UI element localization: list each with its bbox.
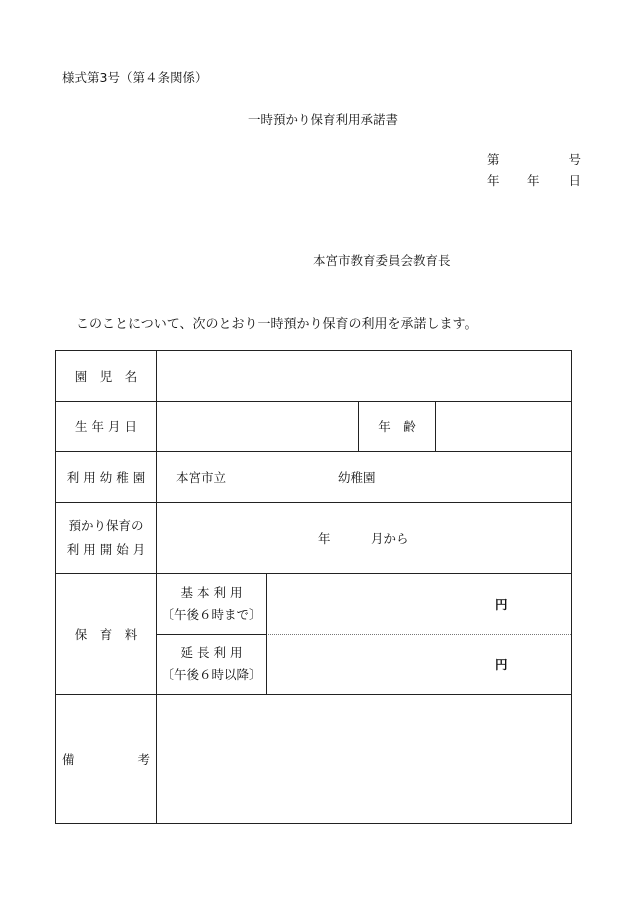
number-prefix: 第 xyxy=(487,152,500,167)
remarks-label xyxy=(56,694,156,823)
kindergarten-suffix: 幼稚園 xyxy=(338,469,376,485)
extended-fee-label-line1: 延 長 利 用 xyxy=(180,645,243,660)
form-number: 様式第3号（第４条関係） xyxy=(62,70,208,85)
child-name-field[interactable] xyxy=(157,351,571,401)
basic-fee-field[interactable] xyxy=(267,573,571,634)
fee-label: 保 育 料 xyxy=(74,626,138,642)
birthdate-field[interactable] xyxy=(157,401,358,451)
date-year: 年 xyxy=(487,173,500,188)
extended-fee-label xyxy=(157,634,266,694)
age-field[interactable] xyxy=(436,401,571,451)
extended-fee-unit: 円 xyxy=(495,657,508,672)
basic-fee-label-line1: 基 本 利 用 xyxy=(180,584,243,600)
start-year-unit: 年 xyxy=(318,530,331,546)
body-text: このことについて、次のとおり一時預かり保育の利用を承諾します。 xyxy=(76,317,478,332)
kindergarten-prefix: 本宮市立 xyxy=(176,469,227,485)
date-day: 日 xyxy=(568,173,581,188)
number-suffix: 号 xyxy=(568,152,581,167)
child-name-label: 園 児 名 xyxy=(74,369,138,384)
birthdate-label: 生 年 月 日 xyxy=(75,419,137,434)
document-title: 一時預かり保育利用承諾書 xyxy=(247,112,398,127)
age-label: 年 齢 xyxy=(378,419,416,434)
remarks-label-left: 備 xyxy=(62,751,75,767)
extended-fee-label-line2: 〔午後６時以降〕 xyxy=(161,667,262,682)
issuer: 本宮市教育委員会教育長 xyxy=(313,253,451,268)
start-month-label-line2: 利 用 開 始 月 xyxy=(66,541,146,557)
approval-table xyxy=(55,350,572,824)
start-month-unit: 月から xyxy=(371,530,409,546)
kindergarten-field[interactable] xyxy=(157,451,571,502)
remarks-label-right: 考 xyxy=(137,751,150,767)
basic-fee-unit: 円 xyxy=(495,596,508,612)
start-month-field[interactable] xyxy=(157,502,571,573)
basic-fee-label xyxy=(157,573,266,634)
start-month-label-line1: 預かり保育の xyxy=(68,517,144,533)
basic-fee-label-line2: 〔午後６時まで〕 xyxy=(161,606,262,622)
extended-fee-field[interactable] xyxy=(267,634,571,694)
remarks-field[interactable] xyxy=(157,694,571,823)
date-month: 年 xyxy=(527,173,540,188)
start-month-label xyxy=(56,502,156,573)
kindergarten-label: 利 用 幼 稚 園 xyxy=(66,469,146,485)
